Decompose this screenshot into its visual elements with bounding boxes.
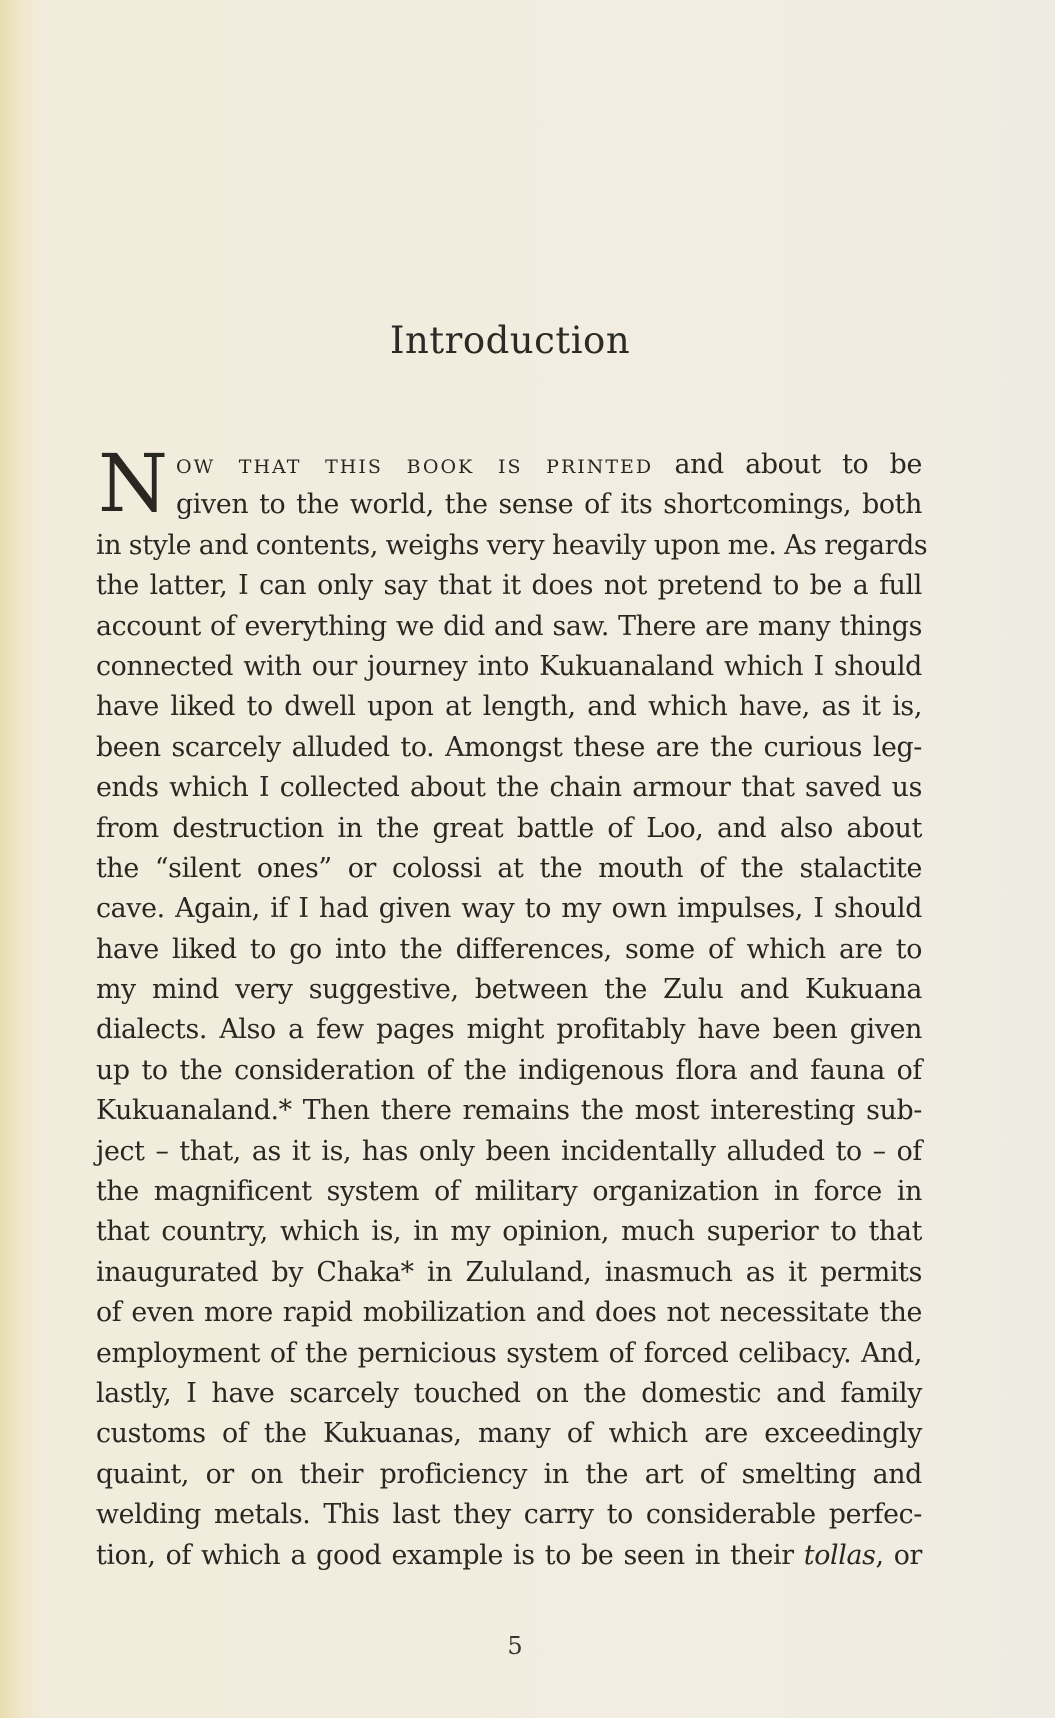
last-line-start: tion, of which a good example is to be seen in their: [96, 1539, 804, 1571]
text-line-27: welding metals. This last they carry to considerable perfec-: [96, 1499, 922, 1531]
text-line-25: customs of the Kukuanas, many of which are exceedingly: [96, 1418, 922, 1450]
text-line-19: the magnificent system of military organization in force in: [96, 1176, 922, 1208]
first-line-rest: and about to be: [653, 449, 922, 480]
text-line-14: my mind very suggestive, between the Zulu and Kukuana: [96, 974, 922, 1006]
text-line-9: ends which I collected about the chain armour that saved us: [96, 772, 922, 804]
italic-term-tollas: tollas: [803, 1539, 876, 1571]
text-line-7: have liked to dwell upon at length, and which have, as it is,: [96, 691, 922, 723]
text-line-11: the “silent ones” or colossi at the mouth of the stalactite: [96, 852, 922, 884]
text-line-8: been scarcely alluded to. Amongst these are the curious leg-: [96, 731, 922, 763]
text-line-21: inaugurated by Chaka* in Zululand, inasmuch as it permits: [96, 1256, 922, 1288]
text-line-17: Kukuanaland.* Then there remains the most interesting sub-: [96, 1095, 922, 1127]
page-number: 5: [507, 1632, 523, 1660]
text-line-20: that country, which is, in my opinion, much superior to that: [96, 1216, 922, 1248]
text-line-4: the latter, I can only say that it does not pretend to be a full: [96, 570, 922, 602]
text-line-6: connected with our journey into Kukuanaland which I should: [96, 650, 922, 682]
text-line-2: given to the world, the sense of its shortcomings, both: [176, 489, 922, 521]
text-line-18: ject – that, as it is, has only been incidentally alluded to – of: [96, 1135, 922, 1167]
text-line-28: [96, 1536, 922, 1576]
text-line-15: dialects. Also a few pages might profitably have been given: [96, 1014, 922, 1046]
text-line-5: account of everything we did and saw. There are many things: [96, 610, 922, 642]
text-line-22: of even more rapid mobilization and does not necessitate the: [96, 1297, 922, 1329]
text-line-12: cave. Again, if I had given way to my own impulses, I should: [96, 893, 922, 925]
text-line-24: lastly, I have scarcely touched on the domestic and family: [96, 1377, 922, 1409]
text-line-16: up to the consideration of the indigenous flora and fauna of: [96, 1054, 922, 1086]
text-line-10: from destruction in the great battle of Loo, and also about: [96, 812, 922, 844]
drop-cap: N: [98, 437, 168, 530]
chapter-title: Introduction: [389, 319, 631, 362]
last-line-end: , or: [875, 1539, 922, 1571]
body-text: [96, 437, 928, 1576]
text-line-23: employment of the pernicious system of forced celibacy. And,: [96, 1337, 922, 1369]
opening-smallcaps: ow that this book is printed: [176, 449, 654, 480]
text-line-13: have liked to go into the differences, some of which are to: [96, 933, 922, 965]
text-line-26: quaint, or on their proficiency in the art of smelting and: [96, 1458, 922, 1490]
text-line-3: in style and contents, weighs very heavily upon me. As regards: [96, 529, 928, 561]
